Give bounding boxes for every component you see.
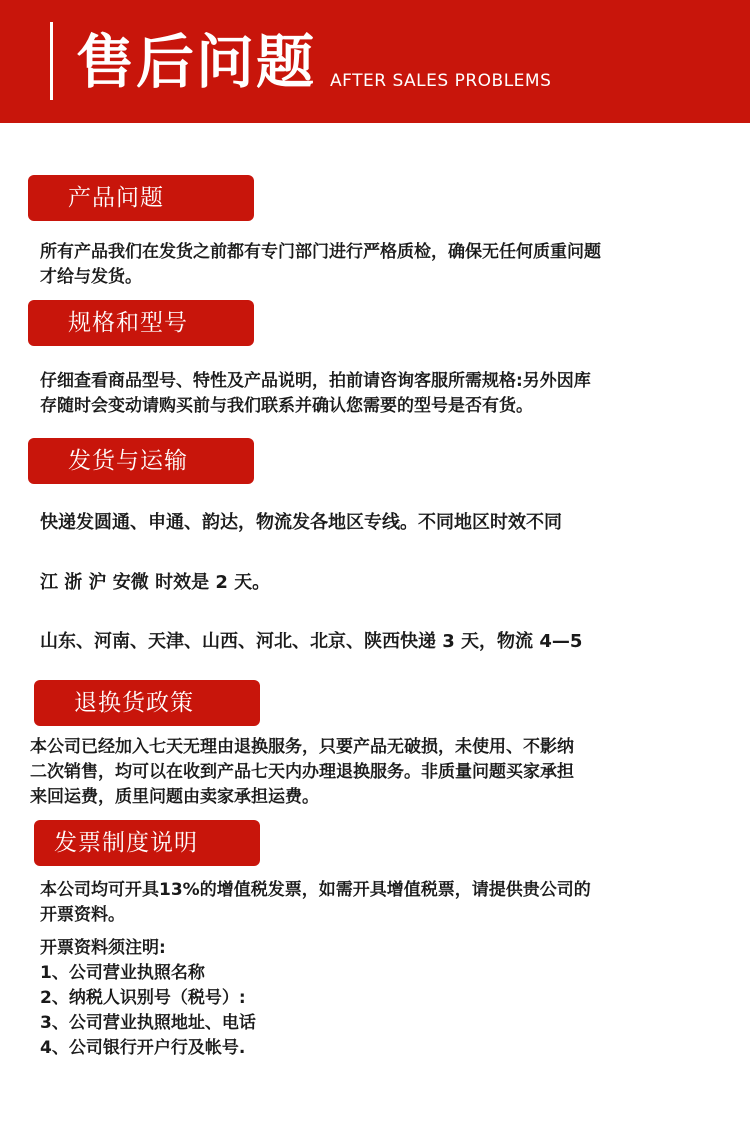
invoice-item-3: 3、公司营业执照地址、电话 <box>40 1013 256 1033</box>
returns-text <box>30 735 574 810</box>
header-banner <box>0 0 750 123</box>
spec-line-1: 仔细查看商品型号、特性及产品说明，拍前请咨询客服所需规格:另外因库 <box>40 371 591 391</box>
shipping-line-3: 山东、河南、天津、山西、河北、北京、陕西快递 3 天，物流 4—5 <box>40 631 583 652</box>
shipping-line-2: 江 浙 沪 安微 时效是 2 天。 <box>40 572 271 593</box>
header-divider <box>50 22 53 100</box>
returns-line-1: 本公司已经加入七天无理由退换服务，只要产品无破损，未使用、不影纳 <box>30 737 574 757</box>
invoice-list-title: 开票资料须注明: <box>40 938 166 958</box>
section-tag-invoice: 发票制度说明 <box>34 820 260 866</box>
section-tag-shipping: 发货与运输 <box>28 438 254 484</box>
invoice-item-4: 4、公司银行开户行及帐号. <box>40 1038 246 1058</box>
section-tag-returns: 退换货政策 <box>34 680 260 726</box>
product-line-2: 才给与发货。 <box>40 267 142 287</box>
returns-line-2: 二次销售，均可以在收到产品七天内办理退换服务。非质量问题买家承担 <box>30 762 574 782</box>
spec-line-2: 存随时会变动请购买前与我们联系并确认您需要的型号是否有货。 <box>40 396 533 416</box>
page-title: 售后问题 <box>76 28 317 96</box>
invoice-item-1: 1、公司营业执照名称 <box>40 963 205 983</box>
invoice-item-2: 2、纳税人识别号（税号）: <box>40 988 246 1008</box>
invoice-line-2: 开票资料。 <box>40 905 125 925</box>
section-tag-product: 产品问题 <box>28 175 254 221</box>
spec-text <box>40 369 591 419</box>
returns-line-3: 来回运费，质里问题由卖家承担运费。 <box>30 787 319 807</box>
product-text <box>40 240 601 290</box>
invoice-list <box>40 936 256 1061</box>
section-tag-spec: 规格和型号 <box>28 300 254 346</box>
page-subtitle: AFTER SALES PROBLEMS <box>330 71 552 91</box>
invoice-line-1: 本公司均可开具13%的增值税发票，如需开具增值税票，请提供贵公司的 <box>40 880 591 900</box>
product-line-1: 所有产品我们在发货之前都有专门部门进行严格质检，确保无任何质重问题 <box>40 242 601 262</box>
shipping-line-1: 快递发圆通、申通、韵达，物流发各地区专线。不同地区时效不同 <box>40 512 562 533</box>
invoice-text <box>40 878 591 928</box>
